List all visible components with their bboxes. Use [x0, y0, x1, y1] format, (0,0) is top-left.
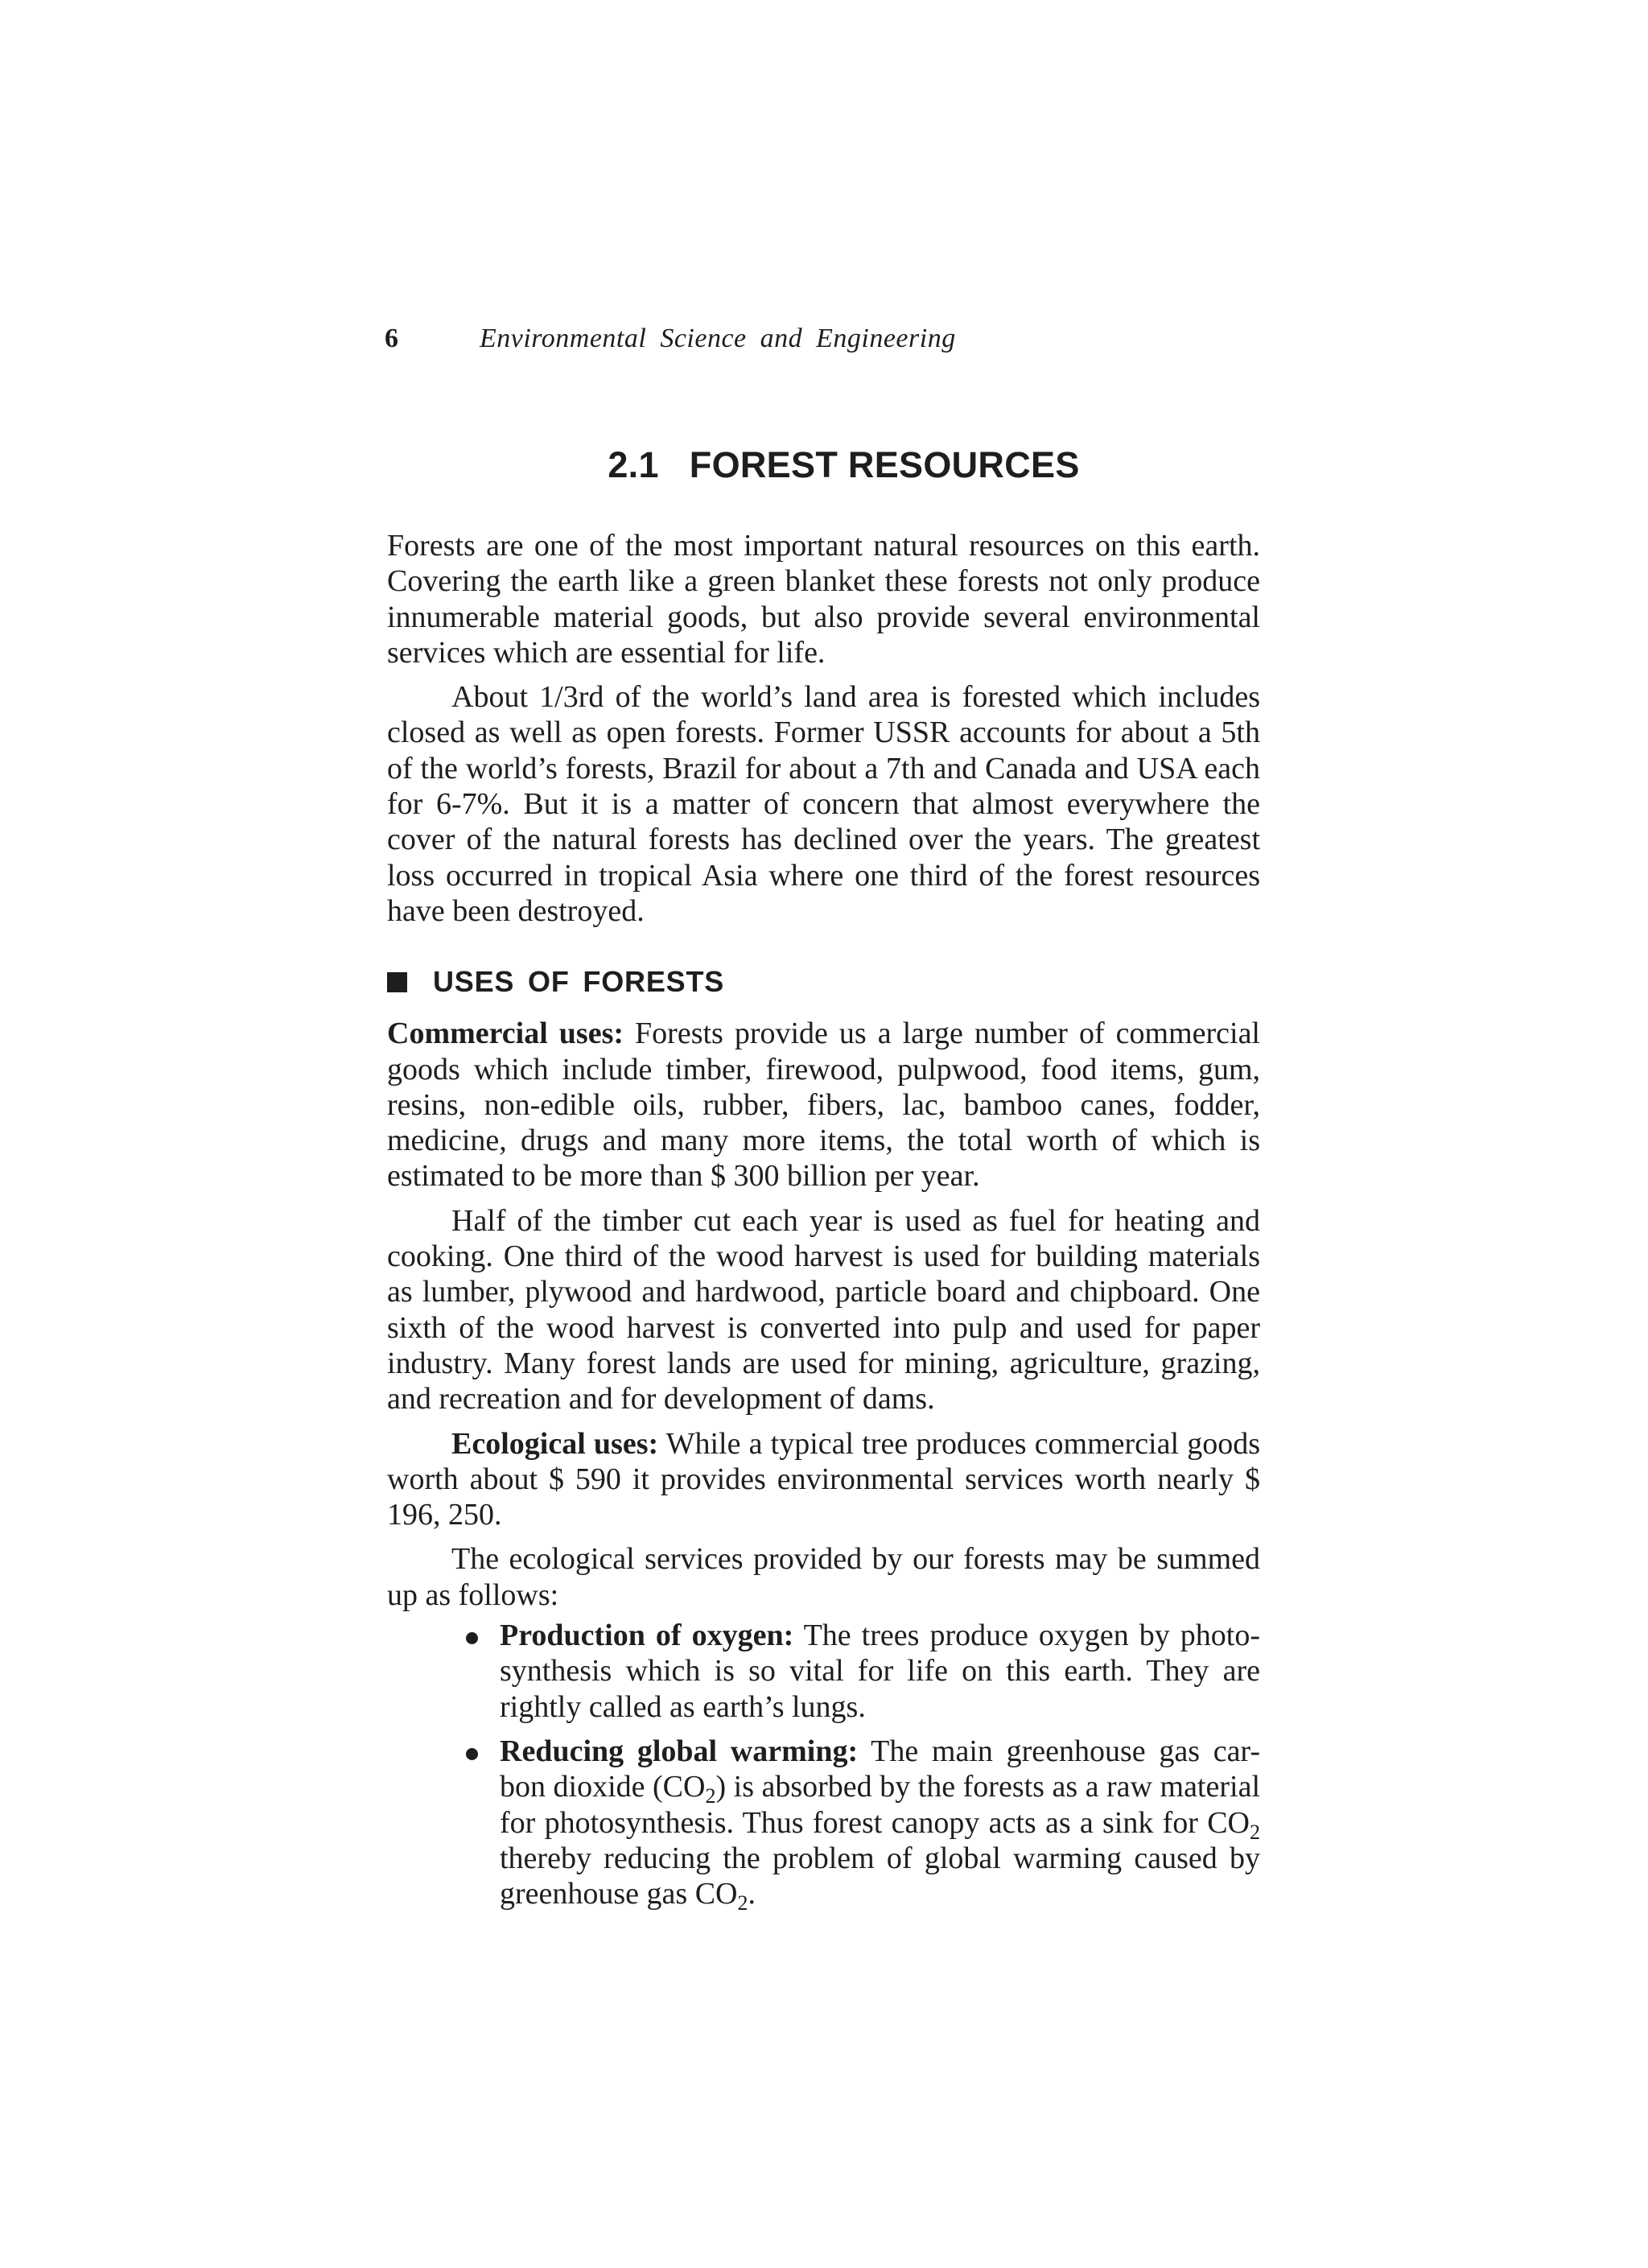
ecological-services-list — [387, 1618, 1260, 1915]
timber-paragraph: Half of the timber cut each year is used as fuel for heating and cooking. One third of the wood harvest is used for building materials as lumber, plywood and hardwood, particle board and chipboard. One sixth of the wood harvest is converted into pulp and used for paper industry. Many forest lands are used for mining, agriculture, grazing, and recreation and for development of dams. — [387, 1203, 1260, 1416]
oxygen-label: Production of oxygen: — [500, 1619, 794, 1653]
section-title — [387, 441, 1260, 489]
warming-text-b: ) is absorbed by the forests as a raw material for photosynthesis. Thus forest canopy acts as a sink for CO — [500, 1770, 1260, 1840]
oxygen-text: The trees produce oxygen by photo-synthesis which is so vital for life on this earth. They are rightly called as earth’s lungs. — [500, 1619, 1260, 1724]
forest-area-paragraph: About 1/3rd of the world’s land area is forested which includes closed as well as open forests. Former USSR accounts for about a 5th of the world’s forests, Brazil for about a 7th and Canada and USA each for 6-7%. But it is a matter of concern that almost everywhere the cover of the natural forests has declined over the years. The greatest loss occurred in tropical Asia where one third of the forest resources have been destroyed. — [387, 680, 1260, 928]
commercial-uses-paragraph — [387, 1016, 1260, 1194]
list-item — [387, 1618, 1260, 1725]
summary-paragraph: The ecological services provided by our forests may be summed up as follows: — [387, 1542, 1260, 1612]
warming-text-c: thereby reducing the problem of global warming caused by greenhouse gas CO — [500, 1841, 1260, 1911]
commercial-uses-label: Commercial uses: — [387, 1016, 624, 1051]
ecological-uses-paragraph — [387, 1426, 1260, 1533]
warming-text-a: The main greenhouse gas car-bon dioxide (CO — [500, 1734, 1260, 1804]
section-title-text: FOREST RESOURCES — [689, 444, 1080, 485]
intro-paragraph: Forests are one of the most important natural resources on this earth. Covering the earth like a green blanket these forests not only produce innumerable material goods, but also provide several environmental services which are essential for life. — [387, 529, 1260, 670]
commercial-uses-text: Forests provide us a large number of commercial goods which include timber, firewood, pulpwood, food items, gum, resins, non-edible oils, rubber, fibers, lac, bamboo canes, fodder, medicine, drugs and many more items, the total worth of which is estimated to be more than $ 300 billion per year. — [387, 1016, 1260, 1194]
section-number: 2.1 — [608, 444, 659, 485]
subscript-2: 2 — [1250, 1820, 1260, 1844]
subscript-2: 2 — [705, 1784, 716, 1808]
bullet-dot-icon — [466, 1748, 478, 1760]
list-item — [387, 1734, 1260, 1915]
bullet-dot-icon — [466, 1632, 478, 1644]
ecological-uses-label: Ecological uses: — [451, 1426, 659, 1461]
running-header — [385, 317, 1270, 361]
page-number: 6 — [385, 324, 398, 353]
ecological-uses-text: While a typical tree produces commercial goods worth about $ 590 it provides environmental services worth nearly $ 196, 250. — [387, 1426, 1260, 1532]
book-title: Environmental Science and Engineering — [480, 324, 956, 353]
page-content — [387, 441, 1260, 1920]
subsection-title: USES OF FORESTS — [433, 965, 725, 999]
subscript-2: 2 — [737, 1891, 748, 1915]
warming-text-d: . — [748, 1877, 756, 1911]
warming-label: Reducing global warming: — [500, 1734, 859, 1768]
square-bullet-icon — [387, 972, 407, 992]
subsection-heading — [387, 964, 1260, 1000]
